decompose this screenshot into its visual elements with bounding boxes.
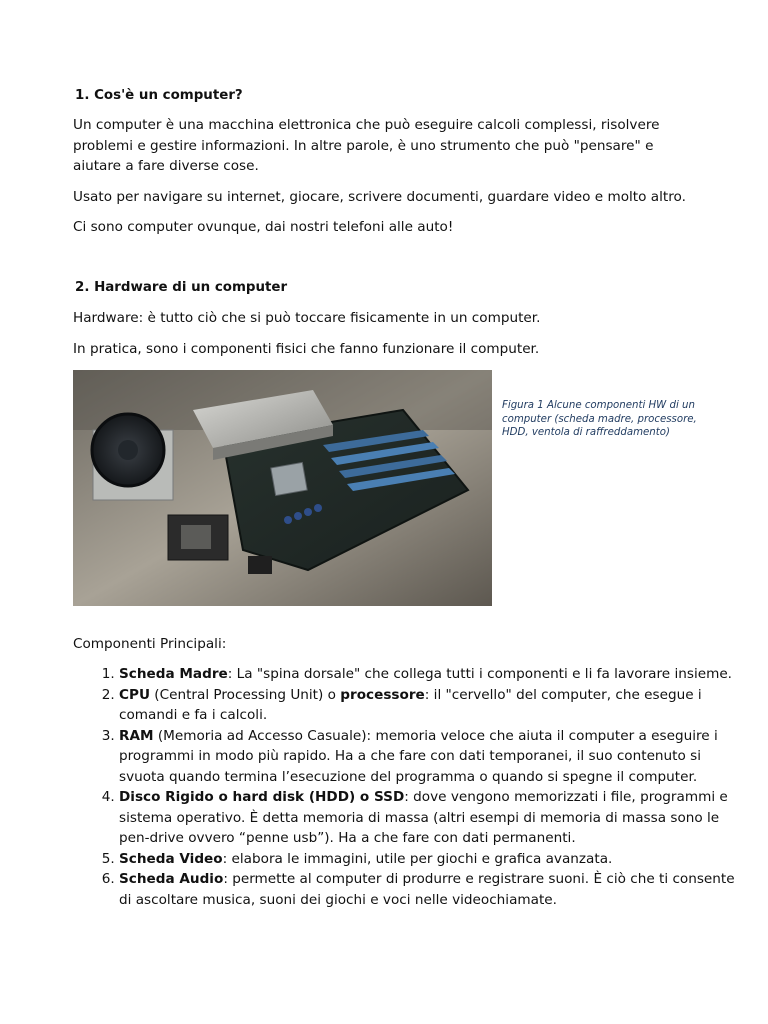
component-term: CPU (119, 686, 150, 703)
section-2-heading: 2. Hardware di un computer (75, 280, 288, 295)
component-term: processore (340, 686, 425, 703)
section-1-heading: 1. Cos'è un computer? (75, 88, 243, 103)
component-term: Scheda Audio (119, 871, 224, 887)
component-description: (Central Processing Unit) o (149, 686, 341, 703)
component-description: : La "spina dorsale" che collega tutti i componenti e li fa lavorare insieme. (227, 666, 733, 682)
component-term: Scheda Video (119, 850, 223, 867)
section-1-paragraph: Ci sono computer ovunque, dai nostri telefoni alle auto! (73, 219, 454, 235)
component-description: : dove vengono memorizzati i file, programmi e sistema operativo. È detta memoria di massa (altri esempi di memoria di massa sono le pen-drive ovvero “penne usb”). Ha a che fare con dati permanenti. (119, 789, 728, 846)
component-description: : elabora le immagini, utile per giochi e grafica avanzata. (222, 850, 613, 867)
component-term: RAM (119, 727, 154, 744)
component-list-item (119, 787, 749, 849)
component-term: Disco Rigido o hard disk (HDD) o SSD (119, 789, 405, 805)
section-2-paragraph: Hardware: è tutto ciò che si può toccare fisicamente in un computer. (73, 310, 541, 326)
figure-caption: Figura 1 Alcune componenti HW di un computer (scheda madre, processore, HDD, ventola di raffreddamento) (502, 400, 697, 438)
section-1-paragraph: Usato per navigare su internet, giocare, scrivere documenti, guardare video e molto altro. (73, 189, 686, 205)
component-list-item (119, 726, 749, 788)
hardware-components-image (73, 370, 492, 606)
component-list-item (119, 664, 749, 685)
component-list-item (119, 869, 749, 910)
component-description: : permette al computer di produrre e registrare suoni. È ciò che ti consente di ascoltare musica, suoni dei giochi e voci nelle videochiamate. (119, 871, 735, 908)
component-term: Scheda Madre (119, 666, 228, 682)
component-description: : il "cervello" del computer, che esegue i comandi e fa i calcoli. (119, 686, 702, 723)
components-title: Componenti Principali: (73, 636, 227, 652)
component-list-item (119, 849, 749, 870)
section-1-paragraph: Un computer è una macchina elettronica che può eseguire calcoli complessi, risolvere problemi e gestire informazioni. In altre parole, è uno strumento che può "pensare" e aiutare a fare diverse cose. (73, 117, 660, 174)
section-2-paragraph: In pratica, sono i componenti fisici che fanno funzionare il computer. (73, 341, 540, 357)
component-list-item (119, 685, 749, 726)
components-list (73, 664, 749, 910)
component-description: (Memoria ad Accesso Casuale): memoria veloce che aiuta il computer a eseguire i programmi in modo più rapido. Ha a che fare con dati temporanei, il suo contenuto si svuota quando termina l’esecuzione del programma o quando si spegne il computer. (119, 727, 718, 785)
